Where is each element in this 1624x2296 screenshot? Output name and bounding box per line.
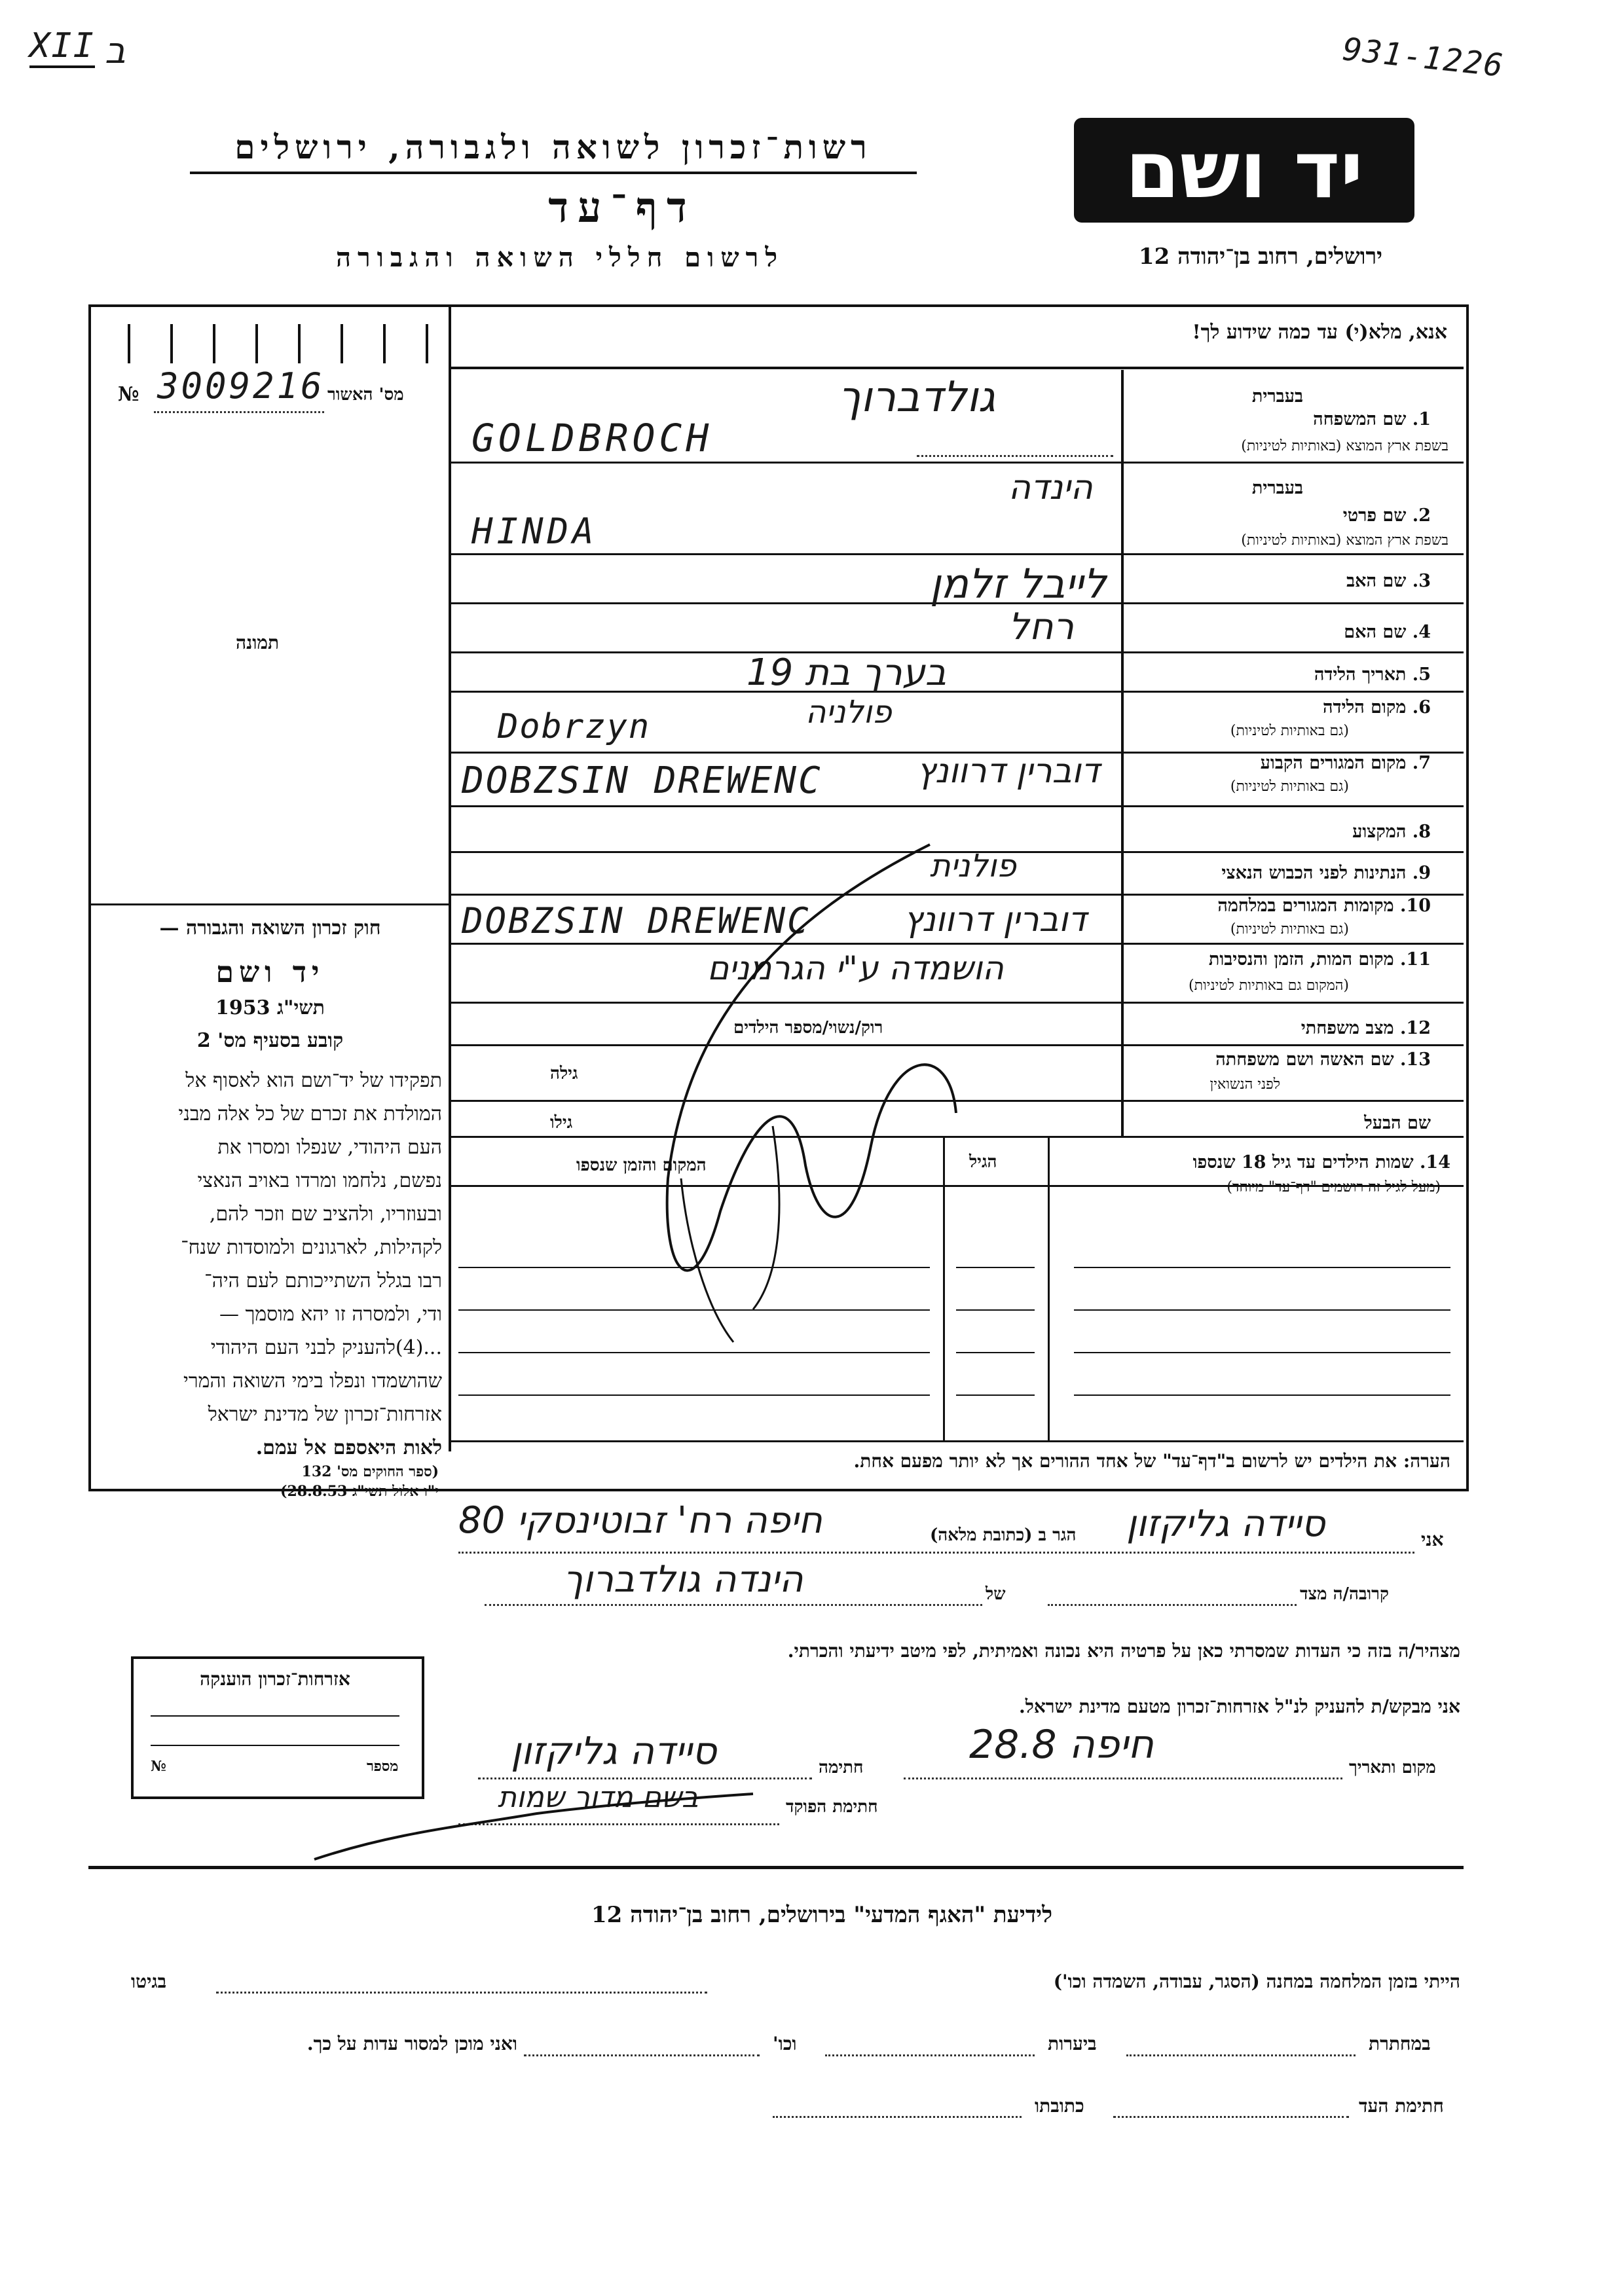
- law-line: העם היהודי, שנפלו ומסרו את: [217, 1136, 442, 1159]
- children-note: הערה: את הילדים יש לרשום ב"דף־עד" של אחד ההורים אך לא יותר מפעם אחת.: [853, 1450, 1450, 1472]
- footer-title: לידיעת "האגף המדעי" בירושלים, רחוב בן־יהודה 12: [591, 1902, 1052, 1928]
- law-line: ודי, ולמסרה זו יהא מוסמך —: [219, 1303, 442, 1326]
- file-number: 931-1226: [1340, 31, 1506, 84]
- field-6-num: 6.: [1412, 697, 1431, 718]
- footer-line2-a: במחתרת: [1369, 2033, 1431, 2054]
- decl-officer-value[interactable]: בשם מדור שמות: [498, 1781, 699, 1814]
- field-10-sub: (גם באותיות לטיניות): [1230, 921, 1349, 938]
- field-9-text: הנתינות לפני הכבוש הנאצי: [1221, 863, 1407, 883]
- decl-address-value[interactable]: חיפה רח' זבוטינסקי 80: [458, 1499, 822, 1542]
- decl-i-label: אני: [1421, 1529, 1444, 1550]
- field-2-num: 2.: [1412, 505, 1431, 526]
- law-line: המולדת את זכרם של כל אלה מבני: [178, 1102, 442, 1125]
- field-12-num: 12.: [1400, 1018, 1431, 1038]
- field-13-num: 13.: [1400, 1049, 1431, 1070]
- field-10-latin[interactable]: DOBZSIN DREWENC: [462, 900, 811, 941]
- field-8-num: 8.: [1412, 822, 1431, 842]
- field-1-sub: בשפת ארץ המוצא (באותיות לטיניות): [1241, 438, 1449, 454]
- field-6-text: מקום הלידה: [1323, 697, 1407, 718]
- field-7-hebrew[interactable]: דוברין דרוונץ: [917, 752, 1100, 791]
- marital-options[interactable]: רוק/נשוי/מספר הילדים: [733, 1018, 883, 1038]
- law-title: חוק זכרון השואה והגבורה —: [159, 917, 381, 939]
- law-line: ...(4)להעניק לבני העם היהודי: [210, 1336, 442, 1359]
- law-line: לאות היאספם אל עמם.: [255, 1436, 442, 1459]
- field-14-num: 14.: [1420, 1152, 1450, 1173]
- law-source-date: י"ו אלול תשי"ג 28.8.53): [280, 1483, 439, 1500]
- field-10-text: מקומות המגורים במלחמה: [1217, 896, 1394, 916]
- page-title: דף־עד: [548, 183, 696, 232]
- certificate-number-label: מספר: [367, 1758, 399, 1775]
- law-source: (ספר החוקים מס' 132: [301, 1463, 439, 1480]
- field-1-latin[interactable]: GOLDBROCH: [471, 416, 713, 460]
- field-7-latin[interactable]: DOBZSIN DREWENC: [462, 759, 822, 802]
- field-11-sub: (המקום גם באותיות לטיניות): [1189, 977, 1349, 994]
- decl-i-value[interactable]: סיידה גליקזון: [1126, 1503, 1325, 1545]
- law-line: שהושמדו ונפלו בימי השואה והמרי: [183, 1370, 442, 1393]
- law-name: יד ושם: [215, 956, 325, 989]
- footer-line3-b: כתובתו: [1035, 2095, 1084, 2117]
- field-11-hebrew[interactable]: הושמדה ע"י הגרמנים: [707, 949, 1004, 987]
- decl-residing-label: הגר ב (כתובת מלאה): [930, 1525, 1077, 1545]
- husband-age-label: גילו: [550, 1113, 573, 1133]
- field-11-num: 11.: [1400, 949, 1431, 970]
- field-14-text: שמות הילדים עד גיל 18 שנספו: [1192, 1152, 1414, 1173]
- page-subtitle: לרשום חללי השואה והגבורה: [335, 242, 784, 273]
- decl-place-date-value[interactable]: חיפה 28.8: [969, 1722, 1154, 1768]
- field-7-num: 7.: [1412, 753, 1431, 773]
- decl-request: אני מבקש/ת להעניק לנ"ל אזרחות־זכרון מטעם מדינת ישראל.: [1018, 1696, 1460, 1717]
- law-line: ובעוזריו, ולהציב שם וזכר להם,: [209, 1203, 442, 1226]
- certificate-title: אזרחות־זכרון הוענקה: [200, 1668, 350, 1690]
- law-clause: קובע בסעיף מס' 2: [196, 1029, 344, 1052]
- field-6-hebrew[interactable]: פולניה: [805, 694, 892, 731]
- law-line: אזרחות־זכרון של מדינת ישראל: [208, 1403, 442, 1426]
- field-1-num: 1.: [1412, 409, 1431, 429]
- footer-line2-b: ביערות: [1048, 2033, 1097, 2054]
- children-age-col: הגיל: [969, 1152, 997, 1172]
- field-4-text: שם האם: [1344, 622, 1407, 642]
- field-7-text: מקום המגורים הקבוע: [1260, 753, 1407, 773]
- lang-hebrew-1: בעברית: [1251, 386, 1303, 407]
- footer-line3-a: חתימת העד: [1359, 2095, 1444, 2117]
- field-3-hebrew[interactable]: לייבל זלמן: [930, 560, 1107, 608]
- field-9-num: 9.: [1412, 863, 1431, 883]
- decl-signature-value[interactable]: סיידה גליקזון: [511, 1728, 717, 1773]
- law-year-heb: תשי"ג: [277, 996, 325, 1019]
- footer-line1-b: בגיטו: [131, 1971, 167, 1992]
- small-mark: ב: [105, 29, 126, 71]
- decl-statement: מצהיר/ה בזה כי העדות שמסרתי כאן על פרטיה היא נכונה ואמיתית, לפי מיטב ידיעתי והכרתי.: [787, 1640, 1460, 1662]
- field-2-latin[interactable]: HINDA: [471, 511, 598, 552]
- children-place-col: המקום והזמן שנספו: [576, 1156, 707, 1175]
- field-2-text: שם פרטי: [1342, 505, 1407, 526]
- decl-signature-label: חתימה: [819, 1758, 864, 1777]
- law-line: רבו בגלל השתייכותם לעם היה־: [204, 1269, 442, 1292]
- field-13-sub: לפני הנשואין: [1209, 1076, 1280, 1093]
- field-4-num: 4.: [1412, 622, 1431, 642]
- field-5-num: 5.: [1412, 665, 1431, 685]
- logo-text: יד ושם: [1125, 124, 1363, 216]
- address: ירושלים, רחוב בן־יהודה 12: [1138, 244, 1383, 270]
- field-6-latin[interactable]: Dobrzyn: [498, 707, 651, 746]
- field-5-hebrew[interactable]: בערך בת 19: [747, 651, 947, 694]
- registration-number: 3009216: [157, 365, 325, 407]
- field-2-hebrew[interactable]: הינדה: [1008, 468, 1093, 507]
- field-10-num: 10.: [1400, 896, 1431, 916]
- field-5-text: תאריך הלידה: [1314, 665, 1407, 685]
- decl-of-value[interactable]: הינדה גולדברוך: [563, 1558, 803, 1601]
- wife-age-label: גילה: [550, 1064, 578, 1084]
- decl-officer-label: חתימת הפוקד: [786, 1797, 878, 1817]
- registration-prefix: №: [118, 383, 139, 406]
- field-3-text: שם האב: [1346, 571, 1407, 591]
- law-line: תפקידו של יד־ושם הוא לאסוף אל: [185, 1069, 442, 1092]
- field-1-text: שם המשפחה: [1313, 409, 1407, 429]
- field-11-text: מקום המות, הזמן והנסיבות: [1208, 949, 1394, 970]
- law-year-num: 1953: [215, 996, 270, 1019]
- footer-line2-d: ואני מוכן למסור עדות על כך.: [306, 2033, 517, 2054]
- footer-line1-a: הייתי בזמן המלחמה במחנה (הסגר, עבודה, השמדה וכו'): [1053, 1971, 1460, 1992]
- field-9-hebrew[interactable]: פולנית: [930, 848, 1016, 884]
- field-14-sub: (מעל לגיל זה רושמים "דף־עד" מיוחד): [1227, 1179, 1441, 1195]
- field-1-hebrew[interactable]: גולדברוך: [838, 373, 996, 422]
- registration-label: מס' האשור: [327, 385, 404, 405]
- field-6-sub: (גם באותיות לטיניות): [1230, 723, 1349, 739]
- decl-relation-label: קרובה/ה מצד: [1300, 1584, 1389, 1604]
- law-line: לקהילות, לארגונים ולמוסדות שנח־: [181, 1236, 442, 1259]
- form-instruction: אנא, מלא(י) עד כמה שידוע לך!: [1192, 321, 1447, 344]
- field-8-text: המקצוע: [1352, 822, 1407, 842]
- authority-name: רשות־זכרון לשואה ולגבורה, ירושלים: [234, 128, 872, 166]
- field-10-hebrew[interactable]: דוברין דרוונץ: [904, 900, 1087, 939]
- field-7-sub: (גם באותיות לטיניות): [1230, 778, 1349, 795]
- spouse-label: שם הבעל: [1364, 1113, 1431, 1133]
- field-3-num: 3.: [1412, 571, 1431, 591]
- field-13-text: שם האשה ושם משפחתה: [1215, 1049, 1394, 1070]
- decl-place-date-label: מקום ותאריך: [1349, 1758, 1436, 1777]
- field-12-text: מצב משפחתי: [1301, 1018, 1394, 1038]
- decl-of-label: של: [986, 1584, 1006, 1604]
- archive-mark: XII: [29, 26, 95, 68]
- field-4-hebrew[interactable]: רחל: [1008, 606, 1075, 648]
- certificate-prefix: №: [151, 1758, 166, 1775]
- lang-hebrew-2: בעברית: [1251, 478, 1303, 498]
- footer-line2-c: וכו': [773, 2033, 797, 2054]
- law-line: נפשם, נלחמו ומרדו באויב הנאצי: [197, 1169, 442, 1192]
- field-2-sub: בשפת ארץ המוצא (באותיות לטיניות): [1241, 532, 1449, 549]
- photo-label: תמונה: [236, 632, 280, 653]
